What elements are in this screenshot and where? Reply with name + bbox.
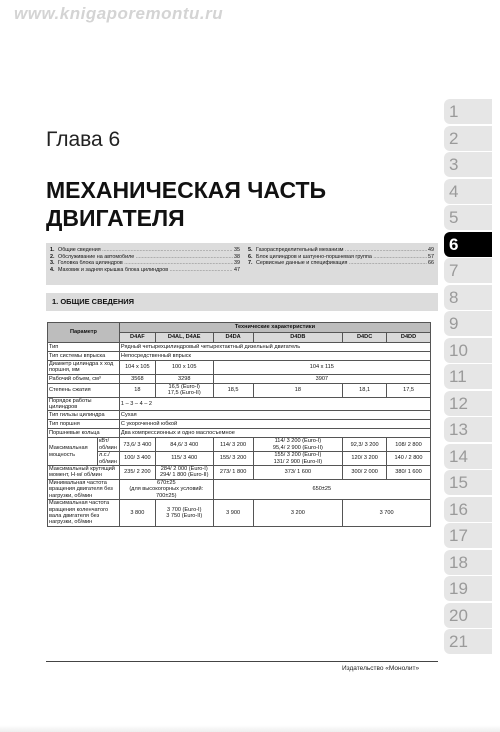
toc-label: Общие сведения ..... xyxy=(58,247,233,254)
cell: 73,6/ 3 400 xyxy=(119,438,155,452)
cell: 120/ 3 200 xyxy=(343,452,387,466)
cell xyxy=(155,500,213,527)
cell-line: 294/ 1 800 (Euro-II) xyxy=(159,472,209,479)
cell-line: 670±25 xyxy=(156,479,176,486)
table-row xyxy=(48,397,431,411)
row-label: Степень сжатия xyxy=(48,383,120,397)
toc-item[interactable] xyxy=(248,254,434,261)
cell xyxy=(119,479,213,499)
cell-line: 155/ 3 200 (Euro-I) xyxy=(274,452,322,459)
cell: 100 x 105 xyxy=(155,361,213,375)
toc-num: 6. xyxy=(248,253,253,260)
chapter-tab[interactable]: 8 xyxy=(444,285,492,310)
toc-column-left xyxy=(50,247,240,274)
cell: 18 xyxy=(253,383,343,397)
table-header-row xyxy=(48,323,431,333)
toc-item[interactable] xyxy=(248,247,434,254)
table-row xyxy=(48,361,431,375)
table-row xyxy=(48,352,431,361)
cell: 273/ 1 800 xyxy=(213,466,253,480)
row-label: Минимальная частота вращения двигателя без нагрузки, об/мин xyxy=(48,479,120,499)
row-value: Два компрессионных и одно маслосъемное xyxy=(119,429,430,438)
toc-num: 4. xyxy=(50,267,55,274)
page-title-line: ДВИГАТЕЛЯ xyxy=(46,205,185,231)
row-label: Тип системы впрыска xyxy=(48,352,120,361)
toc-item[interactable] xyxy=(50,267,240,274)
cell xyxy=(155,466,213,480)
chapter-tab[interactable]: 13 xyxy=(444,417,492,442)
table-row xyxy=(48,500,431,527)
unit-label: кВт/ об/мин xyxy=(97,438,119,452)
cell: 104 x 115 xyxy=(213,361,430,375)
cell: 3 900 xyxy=(213,500,253,527)
toc-item[interactable] xyxy=(50,247,240,254)
cell: 100/ 3 400 xyxy=(119,452,155,466)
footer-divider xyxy=(46,661,438,662)
row-value: Рядный четырехцилиндровый четырехтактный дизельный двигатель xyxy=(119,343,430,352)
cell: 18,1 xyxy=(343,383,387,397)
model-header: D4DB xyxy=(253,333,343,343)
toc-page: 66 xyxy=(428,260,434,267)
model-header: D4DC xyxy=(343,333,387,343)
toc-label: Маховик и задняя крышка блока цилиндров ..... xyxy=(58,267,233,274)
page-title-line: МЕХАНИЧЕСКАЯ ЧАСТЬ xyxy=(46,177,327,203)
cell xyxy=(253,438,343,452)
toc-item[interactable] xyxy=(50,254,240,261)
cell: 115/ 3 400 xyxy=(155,452,213,466)
toc-page: 35 xyxy=(234,247,240,253)
table-row xyxy=(48,479,431,499)
cell: 3907 xyxy=(213,374,430,383)
toc-page: 57 xyxy=(428,253,434,260)
chapter-tab[interactable]: 16 xyxy=(444,497,492,522)
toc-label: Головка блока цилиндров ..... xyxy=(58,260,233,267)
cell: 18 xyxy=(119,383,155,397)
row-value: С укороченной юбкой xyxy=(119,420,430,429)
header-specs: Технические характеристики xyxy=(119,323,430,333)
cell: 104 x 105 xyxy=(119,361,155,375)
chapter-tab[interactable]: 17 xyxy=(444,523,492,548)
page-title xyxy=(46,176,326,232)
chapter-tab[interactable]: 18 xyxy=(444,550,492,575)
chapter-tab[interactable]: 20 xyxy=(444,603,492,628)
cell xyxy=(155,383,213,397)
cell: 18,5 xyxy=(213,383,253,397)
row-label: Максимальный крутящий момент, Н·м/ об/мин xyxy=(48,466,120,480)
table-row xyxy=(48,383,431,397)
scan-edge xyxy=(0,725,500,732)
chapter-tab[interactable]: 15 xyxy=(444,470,492,495)
cell: 17,5 xyxy=(387,383,431,397)
table-row xyxy=(48,374,431,383)
toc-item[interactable] xyxy=(50,260,240,267)
table-row xyxy=(48,343,431,352)
row-value: Сухая xyxy=(119,411,430,420)
header-parameter: Параметр xyxy=(48,323,120,343)
toc-label: Сервисные данные и спецификация ..... xyxy=(256,260,427,267)
cell: 373/ 1 600 xyxy=(253,466,343,480)
cell: 84,6/ 3 400 xyxy=(155,438,213,452)
table-row xyxy=(48,466,431,480)
model-header: D4AL, D4AE xyxy=(155,333,213,343)
table-row xyxy=(48,452,431,466)
toc-item[interactable] xyxy=(248,260,434,267)
model-header: D4AF xyxy=(119,333,155,343)
cell: 3 200 xyxy=(253,500,343,527)
publisher-label: Издательство «Монолит» xyxy=(342,665,420,672)
cell-line: 131/ 2 900 (Euro-II) xyxy=(273,458,323,465)
toc-num: 2. xyxy=(50,253,55,260)
row-value: Непосредственный впрыск xyxy=(119,352,430,361)
cell: 3 800 xyxy=(119,500,155,527)
chapter-tab[interactable]: 2 xyxy=(444,126,492,151)
cell-line: 114/ 3 200 (Euro-I) xyxy=(274,438,322,445)
row-label: Максимальная мощность xyxy=(48,438,98,466)
table-row xyxy=(48,420,431,429)
row-label: Порядок работы цилиндров xyxy=(48,397,120,411)
cell: 155/ 3 200 xyxy=(213,452,253,466)
cell-line: 17,5 (Euro-II) xyxy=(167,390,201,397)
cell: 108/ 2 800 xyxy=(387,438,431,452)
cell-line: 16,5 (Euro-I) xyxy=(168,383,200,390)
cell: 140 / 2 800 xyxy=(387,452,431,466)
toc-page: 38 xyxy=(234,253,240,260)
cell xyxy=(253,452,343,466)
section-heading: 1. ОБЩИЕ СВЕДЕНИЯ xyxy=(46,293,438,311)
cell: 235/ 2 200 xyxy=(119,466,155,480)
toc-num: 3. xyxy=(50,260,55,267)
watermark: www.knigaporemontu.ru xyxy=(14,4,224,23)
cell-line: 3 700 (Euro-I) xyxy=(166,506,202,513)
table-row xyxy=(48,438,431,452)
toc-column-right xyxy=(248,247,434,267)
table-of-contents xyxy=(46,243,438,285)
toc-page: 49 xyxy=(428,247,434,253)
cell: 3 700 xyxy=(343,500,431,527)
unit-label: л.с./ об/мин xyxy=(97,452,119,466)
cell: 300/ 2 000 xyxy=(343,466,387,480)
toc-page: 47 xyxy=(234,267,240,274)
chapter-heading: Глава 6 xyxy=(46,128,121,151)
row-label: Диаметр цилиндра х ход поршня, мм xyxy=(48,361,120,375)
row-label: Поршневые кольца xyxy=(48,429,120,438)
cell-line: 95,4/ 2 900 (Euro-II) xyxy=(272,444,323,451)
chapter-tab[interactable]: 9 xyxy=(444,311,492,336)
cell: 114/ 3 200 xyxy=(213,438,253,452)
chapter-tab-active[interactable]: 6 xyxy=(444,232,492,257)
row-label: Тип поршня xyxy=(48,420,120,429)
cell-line: 700±25) xyxy=(156,492,177,499)
model-header: D4DD xyxy=(387,333,431,343)
table-row xyxy=(48,429,431,438)
cell: 650±25 xyxy=(213,479,430,499)
toc-num: 1. xyxy=(50,247,55,253)
row-value: 1 – 3 – 4 – 2 xyxy=(119,397,430,411)
specifications-table xyxy=(47,322,431,527)
row-label: Рабочий объем, см³ xyxy=(48,374,120,383)
toc-num: 7. xyxy=(248,260,253,267)
row-label: Тип xyxy=(48,343,120,352)
chapter-tab[interactable]: 4 xyxy=(444,179,492,204)
chapter-tab[interactable]: 3 xyxy=(444,152,492,177)
cell-line: 3 750 (Euro-II) xyxy=(166,512,203,519)
chapter-tab[interactable]: 11 xyxy=(444,364,492,389)
chapter-tab[interactable]: 12 xyxy=(444,391,492,416)
cell-line: 284/ 2 000 (Euro-I) xyxy=(160,466,208,473)
cell: 380/ 1 600 xyxy=(387,466,431,480)
toc-label: Газораспределительный механизм ..... xyxy=(256,247,427,254)
chapter-tab[interactable]: 14 xyxy=(444,444,492,469)
cell-line: (для высокогорных условий: xyxy=(129,486,204,493)
chapter-tab[interactable]: 19 xyxy=(444,576,492,601)
chapter-tab[interactable]: 1 xyxy=(444,99,492,124)
cell: 3568 xyxy=(119,374,155,383)
row-label: Тип гильзы цилиндра xyxy=(48,411,120,420)
toc-page: 39 xyxy=(234,260,240,267)
cell: 3298 xyxy=(155,374,213,383)
chapter-tab[interactable]: 5 xyxy=(444,205,492,230)
row-label: Максимальная частота вращения коленчатого вала двигателя без нагрузки, об/мин xyxy=(48,500,120,527)
chapter-tabs xyxy=(444,99,492,656)
model-header: D4DA xyxy=(213,333,253,343)
cell: 92,3/ 3 200 xyxy=(343,438,387,452)
chapter-tab[interactable]: 21 xyxy=(444,629,492,654)
toc-label: Обслуживание на автомобиле ..... xyxy=(58,254,233,261)
toc-label: Блок цилиндров и шатунно-поршневая группа ..... xyxy=(256,254,427,261)
table-row xyxy=(48,411,431,420)
toc-num: 5. xyxy=(248,247,253,253)
chapter-tab[interactable]: 10 xyxy=(444,338,492,363)
chapter-tab[interactable]: 7 xyxy=(444,258,492,283)
